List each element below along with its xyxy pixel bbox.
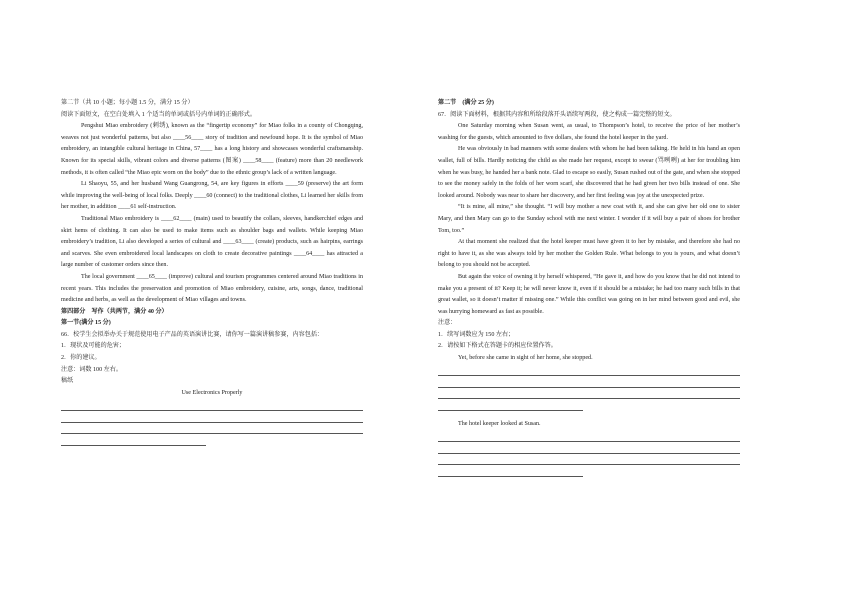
passage-paragraph: Li Shaoyu, 55, and her husband Wang Guangrong, 54, are key figures in efforts ____59 (preserve) the art form while improving the well-being of local folks. Deeply ____60 (connect) to the traditional clothes, Li learned her skills from her mother, in addition ____61 self-instruction. — [61, 181, 363, 211]
notes-heading: 注意： — [438, 320, 457, 327]
question-67-prompt: 67．阅读下面材料，根据其内容和所给段落开头语续写两段，使之构成一篇完整的短文。 — [438, 111, 676, 118]
note-item: 1．续写词数应为 150 左右； — [438, 331, 515, 338]
passage-paragraph: Pengshui Miao embroidery (刺绣), known as the “fingertip economy” for Miao folks in a county of Chongqing, weaves not just wonderful patterns, but also ____56____ story of tradition and newfound hope. It is the symbol of Miao embroidery, an intangible cultural heritage in China, 57____ has a long history and showcases wonderful craftsmanship. Known for its special skills, vibrant colors and diverse patterns (图案) ____58____ (feature) more than 20 needlework methods, it is often called “the Miao epic worn on the body” due to the ethnic group’s lack of a written language. — [61, 123, 363, 176]
writing-line[interactable] — [438, 389, 740, 400]
passage-paragraph: Traditional Miao embroidery is ____62____ (main) used to beautify the collars, sleeves, handkerchief edges and skirt hems of clothing. It can also be used to make items such as shoulder bags and wallets. While keeping Miao embroidery’s tradition, Li also developed a series of cultural and ____63____ (create) products, such as hairpins, earrings and scarves. She even embroidered local landscapes on cloth to create decorative paintings ____64____ has attracted a large number of customer orders since then. — [61, 215, 363, 269]
writing-line[interactable] — [438, 377, 740, 388]
writing-line[interactable] — [438, 432, 740, 443]
writing-line[interactable] — [438, 366, 740, 377]
writing-line[interactable] — [61, 412, 363, 423]
writing-line[interactable] — [438, 466, 583, 477]
right-column — [438, 98, 740, 477]
part-4-heading: 第四部分 写作（共两节，满分 40 分） — [61, 308, 168, 315]
story-paragraph: “It is mine, all mine,” she thought. “I will buy mother a new coat with it, and she can give her old one to sister Mary, and then Mary can go to the Sunday school with me next winter. I wonder if it will buy a pair of shoes for brother Tom, too.” — [438, 204, 740, 234]
note-item: 2．请按如下格式在答题卡的相应位置作答。 — [438, 343, 557, 350]
continuation-start-1: Yet, before she came in sight of her home, she stopped. — [458, 355, 593, 362]
story-paragraph: At that moment she realized that the hotel keeper must have given it to her by mistake, and therefore she had no right to have it, as she was always told by her mother the Golden Rule. What belongs to you is yours, and what doesn’t belong to you should not be accepted. — [438, 239, 740, 269]
writing-line[interactable] — [438, 455, 740, 466]
writing-line[interactable] — [438, 443, 740, 454]
story-paragraph: One Saturday morning when Susan went, as usual, to Thompson’s hotel, to receive the price of her mother’s washing for the guests, which amounted to five dollars, she found the hotel keeper in the yard. — [438, 123, 740, 141]
story-paragraph: He was obviously in bad manners with some dealers with whom he had been talking. He held in his hand an open wallet, full of bills. Hardly noticing the child as she made her request, except to swear (骂咧咧) at her for troubling him when he was busy, he handed her a bank note. Glad to escape so easily, Susan rushed out of the gate, and when she stopped to see the money safely in the folds of her worn scarf, she discovered that he had given her two bills instead of one. She looked around. Nobody was near to share her discovery, and her first feeling was joy at the unexpected prize. — [438, 146, 740, 199]
requirement-item: 1．现状及可能的危害； — [61, 343, 125, 350]
continuation-start-2: The hotel keeper looked at Susan. — [458, 421, 541, 428]
question-66-prompt: 66．校学生会拟举办关于规范使用电子产品的英语演讲比赛，请你写一篇演讲稿参赛，内容包括： — [61, 331, 324, 338]
word-count-note: 注意：词数 100 左右。 — [61, 366, 122, 373]
section-2-heading: 第二节（共 10 小题；每小题 1.5 分，满分 15 分） — [61, 100, 194, 106]
draft-label: 稿纸 — [61, 378, 74, 385]
left-column — [61, 98, 363, 446]
writing-section-2-heading: 第二节 (满分 25 分) — [438, 100, 494, 106]
requirement-item: 2．你的建议。 — [61, 355, 101, 362]
writing-section-1-heading: 第一节(满分 15 分) — [61, 320, 111, 327]
writing-line[interactable] — [438, 400, 583, 411]
story-paragraph: But again the voice of owning it by herself whispered, “He gave it, and how do you know that he did not intend to make you a present of it? Keep it; he will never know it, even if it should be a mistake; he had too many such bills in that great wallet, so it doesn’t matter if missing one.” While this conflict was going on in her mind between good and evil, she was hurrying homeward as fast as possible. — [438, 273, 740, 315]
passage-paragraph: The local government ____65____ (improve) cultural and tourism programmes centered around Miao traditions in recent years. This includes the preservation and promotion of Miao embroidery, cuisine, arts, songs, dance, traditional medicine and herbs, as well as the development of Miao villages and towns. — [61, 273, 363, 304]
section-2-instructions: 阅读下面短文，在空白处填入 1 个适当的单词或括号内单词的正确形式。 — [61, 111, 256, 118]
essay-title: Use Electronics Properly — [181, 389, 243, 396]
writing-line[interactable] — [61, 424, 363, 435]
writing-line[interactable] — [61, 400, 363, 411]
writing-line[interactable] — [61, 435, 206, 446]
